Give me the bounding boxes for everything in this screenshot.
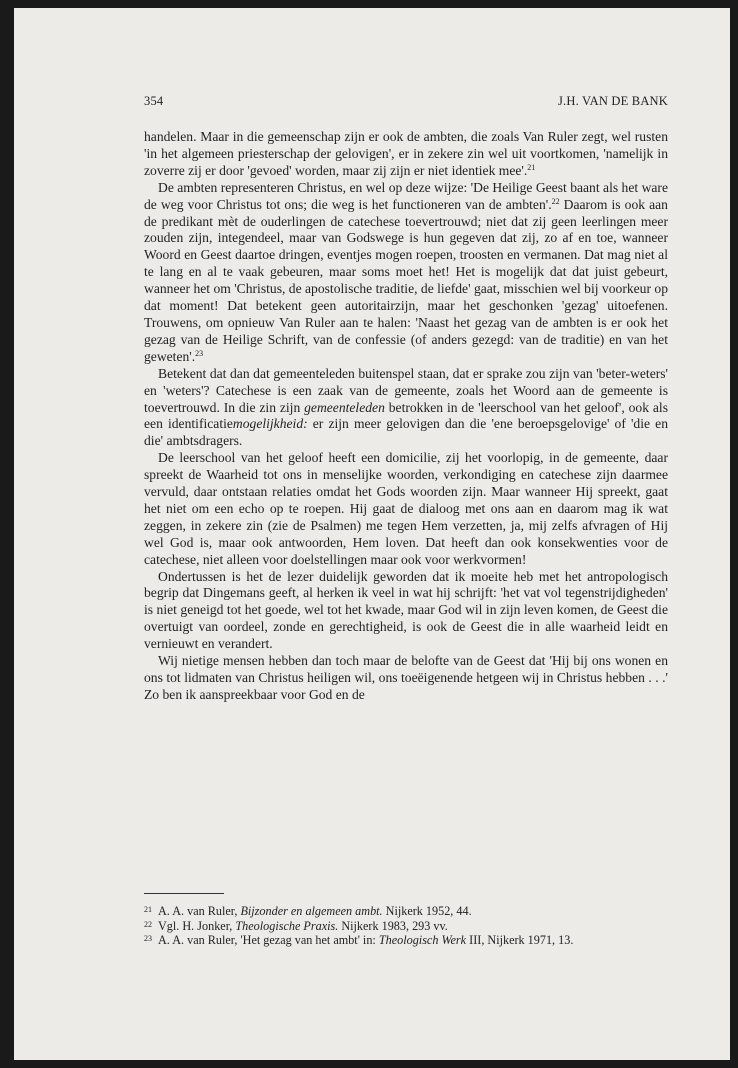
text-run: III, Nijkerk 1971, 13.	[466, 933, 574, 948]
body-text	[144, 129, 668, 704]
text-run: A. A. van Ruler, 'Het gezag van het ambt' in:	[158, 933, 379, 948]
text-run: Daarom is ook aan de predikant mèt de ouderlingen de catechese toevertrouwd; niet dat zij geen leerlingen meer zouden zijn, integendeel, maar van Godswege is hun gegeven dat zij, zo af en toe, wanneer Woord en Geest daartoe dringen, eventjes mogen roepen, troosten en vermanen. Dat mag niet al te lang en al te vaak gebeuren, maar soms moet het! Het is mogelijk dat dat juist gebeurt, wanneer het om 'Christus, de apostolische traditie, de liefde' gaat, misschien wel bij voorkeur op dat moment! Dat betekent geen autoritairzijn, maar het geschonken 'gezag' uitoefenen. Trouwens, om opnieuw Van Ruler aan te halen: 'Naast het gezag van de ambten is er ook het gezag van de Heilige Schrift, van de confessie (of anders gezegd: van de traditie) en van het geweten'.	[144, 196, 668, 364]
text-run: Betekent dat dan dat gemeenteleden buitenspel staan, dat er sprake zou zijn van 'beter-weters' en 'weters'? Catechese is een zaak van de gemeente, zoals het Woord aan de gemeente is toevertrouwd. In die zin zijn	[144, 365, 668, 415]
paragraph	[144, 180, 668, 366]
text-run: De ambten representeren Christus, en wel op deze wijze: 'De Heilige Geest baant als het ware de weg voor Christus tot ons; die weg is het functioneren van de ambten'.	[144, 179, 668, 212]
text-run: Nijkerk 1952, 44.	[382, 904, 472, 918]
footnote-ref: 23	[195, 348, 204, 358]
text-run: De leerschool van het geloof heeft een domicilie, zij het voorlopig, in de gemeente, daar spreekt de Waarheid tot ons in menselijke woorden, verkondiging en catechese zijn daarmee vervuld, daar ontstaan relaties omdat het Gods woorden zijn. Maar wanneer Hij spreekt, gaat het niet om een echo op te roepen. Hij gaat de dialoog met ons aan en daarom mag ik wat zeggen, in zekere zin (zie de Psalmen) me tegen Hem verzetten, ja, mij zelfs afvragen of Hij wel God is, maar ook antwoorden, Hem loven. Dat heeft dan ook konsekwenties voor de catechese, niet alleen voor doelstellingen maar ook voor werkvormen!	[144, 450, 668, 567]
text-run: Ondertussen is het de lezer duidelijk geworden dat ik moeite heb met het antropologisch begrip dat Dingemans geeft, al herken ik veel in wat hij schrijft: 'het vat vol tegenstrijdigheden' is niet geneigd tot het goede, wel tot het kwade, maar God wil in zijn leven komen, de Geest die overtuigt van oordeel, zonde en gerechtigheid, is ook de Geest die in alle waarheid leidt en vernieuwt en verandert.	[144, 568, 668, 652]
footnote-number: 21	[144, 905, 152, 914]
text-run: A. A. van Ruler,	[158, 904, 241, 918]
footnotes	[144, 904, 668, 948]
italic-text: gemeenteleden	[304, 399, 385, 415]
footnote-text	[158, 919, 668, 934]
footnote-number: 23	[144, 934, 152, 944]
text-run: Wij nietige mensen hebben dan toch maar de belofte van de Geest dat 'Hij bij ons wonen en ons tot lidmaten van Christus heiligen wil, ons toeëigenende hetgeen wij in Christus hebben . . .' Zo ben ik aanspreekbaar voor God en de	[144, 653, 668, 702]
footnote-ref: 22	[551, 196, 560, 206]
footnote-number: 22	[144, 919, 152, 929]
paragraph	[144, 129, 668, 180]
footnote	[144, 933, 668, 948]
footnote-ref: 21	[527, 162, 536, 172]
footnote-text	[158, 904, 668, 919]
italic-text: Theologische Praxis.	[235, 918, 339, 933]
italic-text: Theologisch Werk	[378, 933, 467, 948]
text-run: Nijkerk 1983, 293 vv.	[338, 918, 448, 933]
italic-text: Bijzonder en algemeen ambt.	[240, 904, 383, 918]
footnote	[144, 919, 668, 934]
text-run: Vgl. H. Jonker,	[158, 918, 236, 933]
footnote	[144, 904, 668, 919]
page-number: 354	[144, 94, 164, 108]
footnote-separator	[144, 893, 224, 894]
italic-text: mogelijkheid:	[232, 416, 308, 432]
paragraph	[144, 450, 668, 568]
paragraph	[144, 569, 668, 654]
running-head: J.H. VAN DE BANK	[557, 94, 668, 108]
paragraph	[144, 366, 668, 451]
text-run: er zijn meer gelovigen dan die 'ene beroepsgelovige' of 'die en die' ambtsdragers.	[144, 416, 668, 449]
paragraph	[144, 653, 668, 704]
text-run: handelen. Maar in die gemeenschap zijn er ook de ambten, die zoals Van Ruler zegt, wel rusten 'in het algemeen priesterschap der gelovigen', er in zekere zin wel uit voortkomen, 'namelijk in zoverre zij er door 'gevoed' worden, maar zij zijn er niet identiek mee'.	[144, 129, 668, 178]
book-page	[14, 8, 730, 1060]
text-run: betrokken in de 'leerschool van het geloof', ook als een identificatie	[144, 399, 668, 432]
footnote-text	[158, 933, 668, 948]
